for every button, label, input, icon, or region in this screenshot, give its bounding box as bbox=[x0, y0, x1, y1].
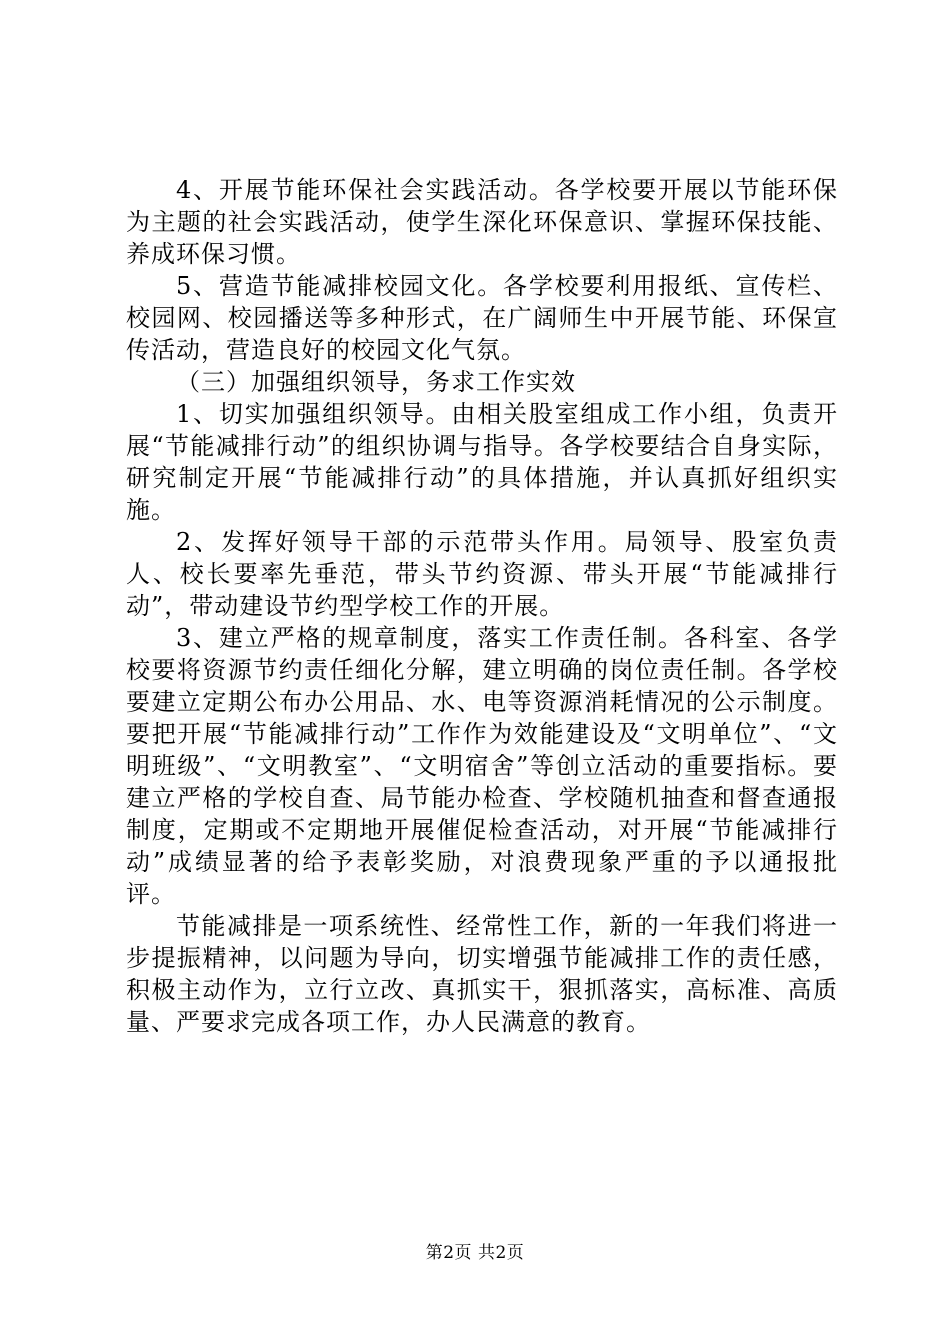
document-body bbox=[126, 174, 838, 1038]
paragraph-item-1: 1、切实加强组织领导。由相关股室组成工作小组，负责开展“节能减排行动”的组织协调与指导。各学校要结合自身实际，研究制定开展“节能减排行动”的具体措施，并认真抓好组织实施。 bbox=[126, 400, 838, 524]
page-footer: 第2页 共2页 bbox=[425, 1243, 525, 1263]
paragraph-item-5: 5、营造节能减排校园文化。各学校要利用报纸、宣传栏、校园网、校园播送等多种形式，在广阔师生中开展节能、环保宣传活动，营造良好的校园文化气氛。 bbox=[126, 272, 838, 364]
paragraph-item-3: 3、建立严格的规章制度，落实工作责任制。各科室、各学校要将资源节约责任细化分解，建立明确的岗位责任制。各学校要建立定期公布办公用品、水、电等资源消耗情况的公示制度。要把开展“节能减排行动”工作作为效能建设及“文明单位”、“文明班级”、“文明教室”、“文明宿舍”等创立活动的重要指标。要建立严格的学校自查、局节能办检查、学校随机抽查和督查通报制度，定期或不定期地开展催促检查活动，对开展“节能减排行动”成绩显著的给予表彰奖励，对浪费现象严重的予以通报批评。 bbox=[126, 624, 838, 908]
paragraph-item-4: 4、开展节能环保社会实践活动。各学校要开展以节能环保为主题的社会实践活动，使学生深化环保意识、掌握环保技能、养成环保习惯。 bbox=[126, 176, 838, 268]
paragraph-conclusion: 节能减排是一项系统性、经常性工作，新的一年我们将进一步提振精神，以问题为导向，切实增强节能减排工作的责任感，积极主动作为，立行立改、真抓实干，狠抓落实，高标准、高质量、严要求完成各项工作，办人民满意的教育。 bbox=[126, 912, 838, 1036]
section-heading: （三）加强组织领导，务求工作实效 bbox=[176, 368, 576, 396]
paragraph-item-2: 2、发挥好领导干部的示范带头作用。局领导、股室负责人、校长要率先垂范，带头节约资源、带头开展“节能减排行动”，带动建设节约型学校工作的开展。 bbox=[126, 528, 838, 620]
